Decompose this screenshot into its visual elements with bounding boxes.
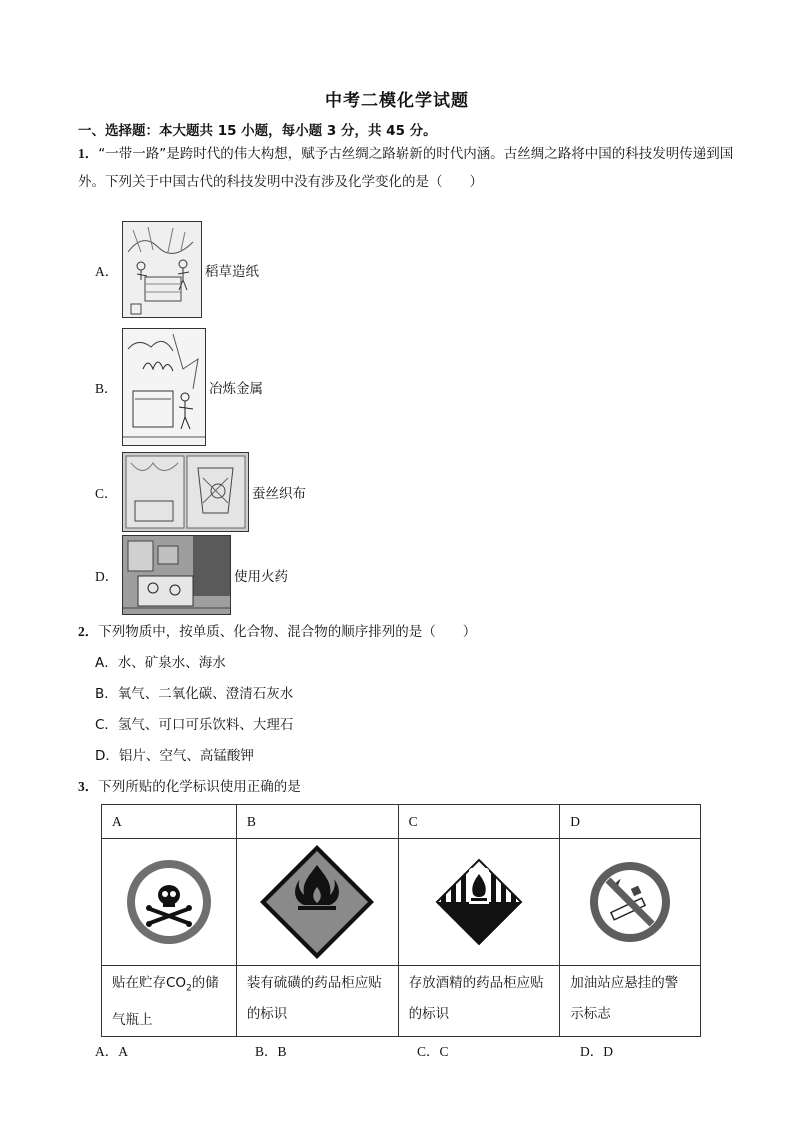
option-d[interactable] xyxy=(95,535,288,615)
subscript: 2 xyxy=(186,983,192,994)
spontaneous-combustion-sign-icon xyxy=(435,858,523,946)
hazard-sign-table xyxy=(101,804,701,1037)
no-smoking-sign-icon xyxy=(587,859,673,945)
question-number: 1． xyxy=(78,146,99,161)
question-number: 2． xyxy=(78,624,99,639)
silk-weaving-illustration xyxy=(122,452,249,532)
sign-description-b: 装有硫磺的药品柜应贴的标识 xyxy=(236,966,398,1037)
q2-option-a[interactable]: A．水、矿泉水、海水 xyxy=(95,655,226,671)
question-text: 下列物质中，按单质、化合物、混合物的顺序排列的是（ ） xyxy=(98,624,477,640)
table-header-row xyxy=(102,805,701,839)
section-heading: 一、选择题：本大题共 15 小题，每小题 3 分，共 45 分。 xyxy=(78,123,437,139)
sign-description-a xyxy=(102,966,237,1037)
option-text: 冶炼金属 xyxy=(209,381,263,397)
table-header-cell: B xyxy=(236,805,398,839)
question-1-stem xyxy=(78,140,738,196)
table-icon-row xyxy=(102,839,701,966)
toxic-sign-icon xyxy=(124,857,214,947)
option-letter: B． xyxy=(95,381,118,396)
sign-cell-d xyxy=(560,839,701,966)
desc-text: 贴在贮存CO xyxy=(112,975,187,991)
sign-cell-a xyxy=(102,839,237,966)
sign-description-c: 存放酒精的药品柜应贴的标识 xyxy=(398,966,560,1037)
q3-answer-b[interactable]: B．B xyxy=(255,1044,287,1059)
q3-answer-c[interactable]: C．C xyxy=(417,1044,449,1059)
question-text: “一带一路”是跨时代的伟大构想，赋予古丝绸之路崭新的时代内涵。古丝绸之路将中国的科技发明传递到国外。下列关于中国古代的科技发明中没有涉及化学变化的是（ ） xyxy=(78,146,734,190)
sign-cell-b xyxy=(236,839,398,966)
desc-text: 的储气瓶上 xyxy=(112,975,219,1028)
sign-cell-c xyxy=(398,839,560,966)
question-3-stem xyxy=(78,773,301,801)
option-text: 蚕丝织布 xyxy=(252,486,306,502)
q2-option-b[interactable]: B．氧气、二氧化碳、澄清石灰水 xyxy=(95,686,294,702)
option-a[interactable] xyxy=(95,221,259,318)
option-letter: C． xyxy=(95,486,118,501)
metal-smelting-illustration xyxy=(122,328,206,446)
option-b[interactable] xyxy=(95,328,263,446)
option-letter: A． xyxy=(95,263,119,279)
page-title: 中考二模化学试题 xyxy=(325,91,469,111)
option-c[interactable] xyxy=(95,452,306,532)
sign-description-d: 加油站应悬挂的警示标志 xyxy=(560,966,701,1037)
question-2-stem xyxy=(78,618,476,646)
option-letter: D． xyxy=(95,569,119,584)
gunpowder-illustration xyxy=(122,535,231,615)
table-header-cell: D xyxy=(560,805,701,839)
option-text: 稻草造纸 xyxy=(205,263,259,280)
table-description-row xyxy=(102,966,701,1037)
option-text: 使用火药 xyxy=(234,569,288,585)
q2-option-d[interactable]: D．铝片、空气、高锰酸钾 xyxy=(95,748,254,764)
table-header-cell: C xyxy=(398,805,560,839)
papermaking-illustration xyxy=(122,221,202,318)
q2-option-c[interactable]: C．氢气、可口可乐饮料、大理石 xyxy=(95,717,294,733)
question-text: 下列所贴的化学标识使用正确的是 xyxy=(98,779,301,795)
flammable-sign-icon xyxy=(258,843,376,961)
q3-answer-d[interactable]: D．D xyxy=(580,1044,613,1059)
question-number: 3． xyxy=(78,779,99,794)
q3-answer-a[interactable]: A．A xyxy=(95,1044,128,1059)
table-header-cell: A xyxy=(102,805,237,839)
